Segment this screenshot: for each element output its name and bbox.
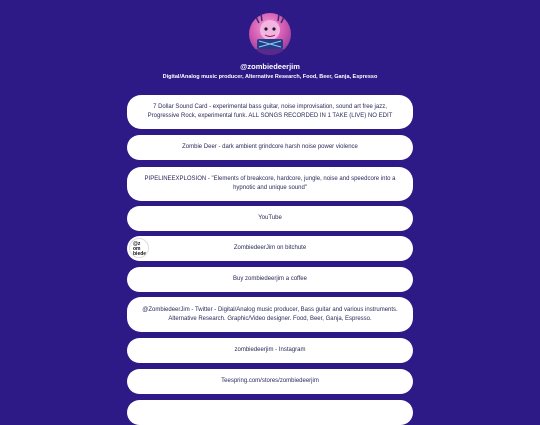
link-label: PIPELINEEXPLOSION - "Elements of breakcore, hardcore, jungle, noise and speedcore into a hypnotic and unique sound" [144,176,396,191]
link-label: @ZombiedeerJim - Twitter - Digital/Analog music producer, Bass guitar and various instruments. Alternative Research. Graphic/Video designer. Food, Beer, Ganja, Espresso. [142,306,398,322]
link-button-partial[interactable] [127,400,413,425]
link-button-bitchute[interactable] [127,236,413,261]
link-button-twitter[interactable] [127,297,413,332]
link-button-instagram[interactable] [127,338,413,363]
link-button-teespring[interactable] [127,369,413,394]
link-button-youtube[interactable] [127,206,413,231]
link-label: ZombiedeerJim on bitchute [233,245,307,251]
link-label: Buy zombiedeerjim a coffee [233,276,307,282]
avatar [249,13,291,55]
bitchute-thumbnail: @z om biede [129,238,149,258]
profile-username: @zombiedeerjim [240,62,300,71]
link-button-pipelineexplosion[interactable] [127,167,413,201]
link-label: zombiedeerjim - Instagram [234,347,306,353]
link-button-buy-coffee[interactable] [127,267,413,292]
avatar-image [249,13,291,55]
profile-bio: Digital/Analog music producer, Alternative Research, Food, Beer, Ganja, Espresso [162,74,378,80]
link-button-7-dollar-sound-card[interactable] [127,95,413,129]
link-label: Teespring.com/stores/zombiedeerjim [221,378,319,384]
link-label: YouTube [258,215,282,221]
link-label: 7 Dollar Sound Card - experimental bass guitar, noise improvisation, sound art free jazz, Progressive Rock, experimental funk. ALL SONGS RECORDED IN 1 TAKE (LIVE) NO EDIT [147,104,393,119]
link-button-zombie-deer[interactable] [127,135,413,160]
link-label: Zombie Deer - dark ambient grindcore harsh noise power violence [182,144,358,150]
